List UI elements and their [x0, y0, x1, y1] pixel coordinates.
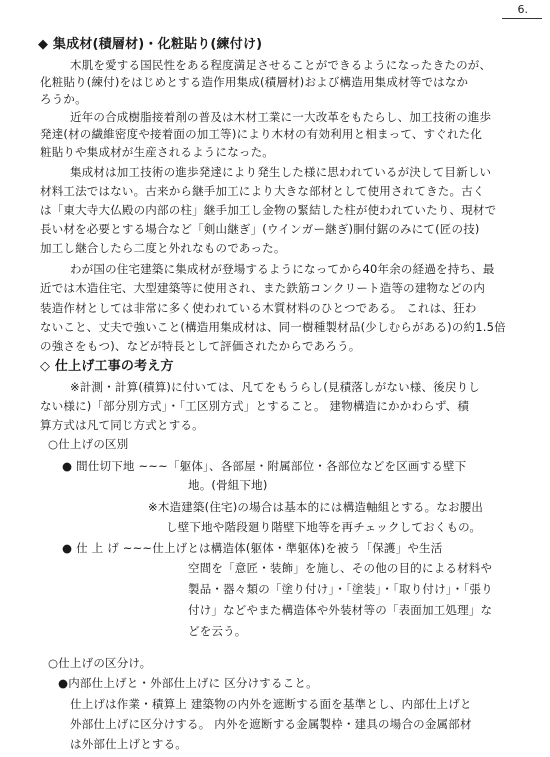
- text-line: 空間を「意匠・装飾」を施し、その他の目的による材料や: [188, 561, 493, 575]
- text-line: 外部仕上げに区分けする。 内外を遮断する金属製枠・建具の場合の金属部材: [70, 717, 472, 731]
- text-line: 仕上げは作業・積算上 建築物の内外を遮断する面を基準とし、内部仕上げと: [70, 697, 472, 711]
- text-line: 発達(材の繊維密度や接着面の加工等)により木材の有効利用と相まって、すぐれた化: [40, 127, 483, 141]
- section-heading-laminated-wood: ◆ 集成材(積層材)・化粧貼り(練付け): [38, 37, 263, 52]
- text-line: 装造作材としては非常に多く使われている木質材料のひとつである。 これは、狂わ: [40, 301, 477, 315]
- text-line: 近年の合成樹脂接着剤の普及は木材工業に一大改革をもたらし、加工技術の進歩: [70, 110, 492, 124]
- text-line: 付け」などやまた構造体や外装材等の「表面加工処理」な: [188, 603, 493, 617]
- text-line: ● 間仕切下地 ~~~「躯体」、各部屋・附属部位・各部位などを区画する壁下: [62, 459, 467, 473]
- text-line: ●内部仕上げと・外部仕上げに 区分けすること。: [58, 676, 318, 690]
- section-heading-finishing-work: ◇ 仕上げ工事の考え方: [40, 359, 174, 374]
- text-line: 粧貼りや集成材が生産されるようになった。: [40, 145, 274, 159]
- text-line: 加工し継合したら二度と外れなものであった。: [40, 241, 286, 255]
- text-line: 材料工法ではない。古来から継手加工により大きな部材として使用されてきた。古く: [40, 184, 485, 198]
- text-line: 長い材を必要とする場合など「剣山継ぎ」(ウインガー継ぎ)胴付鋸のみにて(匠の技): [40, 222, 480, 236]
- text-line: の強さをもつ)、などが特長として評価されたからであろう。: [40, 339, 361, 353]
- text-line: は「東大寺大仏殿の内部の柱」継手加工し金物の緊結した柱が使われていたり、現材で: [40, 203, 497, 217]
- page-number-underline: [502, 18, 542, 19]
- text-line: ● 仕 上 げ ~~~仕上げとは構造体(躯体・準躯体)を被う「保護」や生活: [62, 541, 443, 555]
- text-line: 算方式は凡て同じ方式とする。: [40, 418, 204, 432]
- text-line: ※木造建築(住宅)の場合は基本的には構造軸組とする。なお腰出: [148, 500, 484, 514]
- text-line: ろうか。: [40, 92, 87, 106]
- text-line: ないこと、丈夫で強いこと(構造用集成材は、同一樹種製材品(少しむらがある)の約1.5倍: [40, 320, 506, 334]
- text-line: し壁下地や階段廻り階壁下地等を再チェックしておくもの。: [166, 520, 482, 534]
- page-number: 6.: [517, 3, 528, 16]
- text-line: ※計測・計算(積算)に付いては、凡てをもうらし(見積落しがない様、後戻りし: [70, 380, 480, 394]
- subheading-finish-distinction: ○仕上げの区別: [48, 437, 129, 451]
- text-line: 集成材は加工技術の進歩発達により発生した様に思われているが決して目新しい: [70, 165, 492, 179]
- subheading-finish-division: ○仕上げの区分け。: [48, 656, 152, 670]
- text-line: 製品・器々類の「塗り付け」・「塗装」・「取り付け」・「張り: [188, 582, 493, 596]
- text-line: は外部仕上げとする。: [70, 737, 187, 751]
- text-line: わが国の住宅建築に集成材が登場するようになってから40年余の経過を持ち、最: [70, 262, 495, 276]
- text-line: どを云う。: [188, 624, 247, 638]
- text-line: 化粧貼り(練付)をはじめとする造作用集成(積層材)および構造用集成材等ではなか: [40, 75, 469, 89]
- text-line: ない様に)「部分別方式」・「工区別方式」とすること。 建物構造にかかわらず、積: [40, 399, 470, 413]
- text-line: 近では木造住宅、大型建築等に使用され、また鉄筋コンクリート造等の建物などの内: [40, 281, 486, 295]
- text-line: 木肌を愛する国民性をある程度満足させることができるようになったきたのが、: [70, 58, 492, 72]
- text-line: 地。(骨組下地): [188, 478, 268, 492]
